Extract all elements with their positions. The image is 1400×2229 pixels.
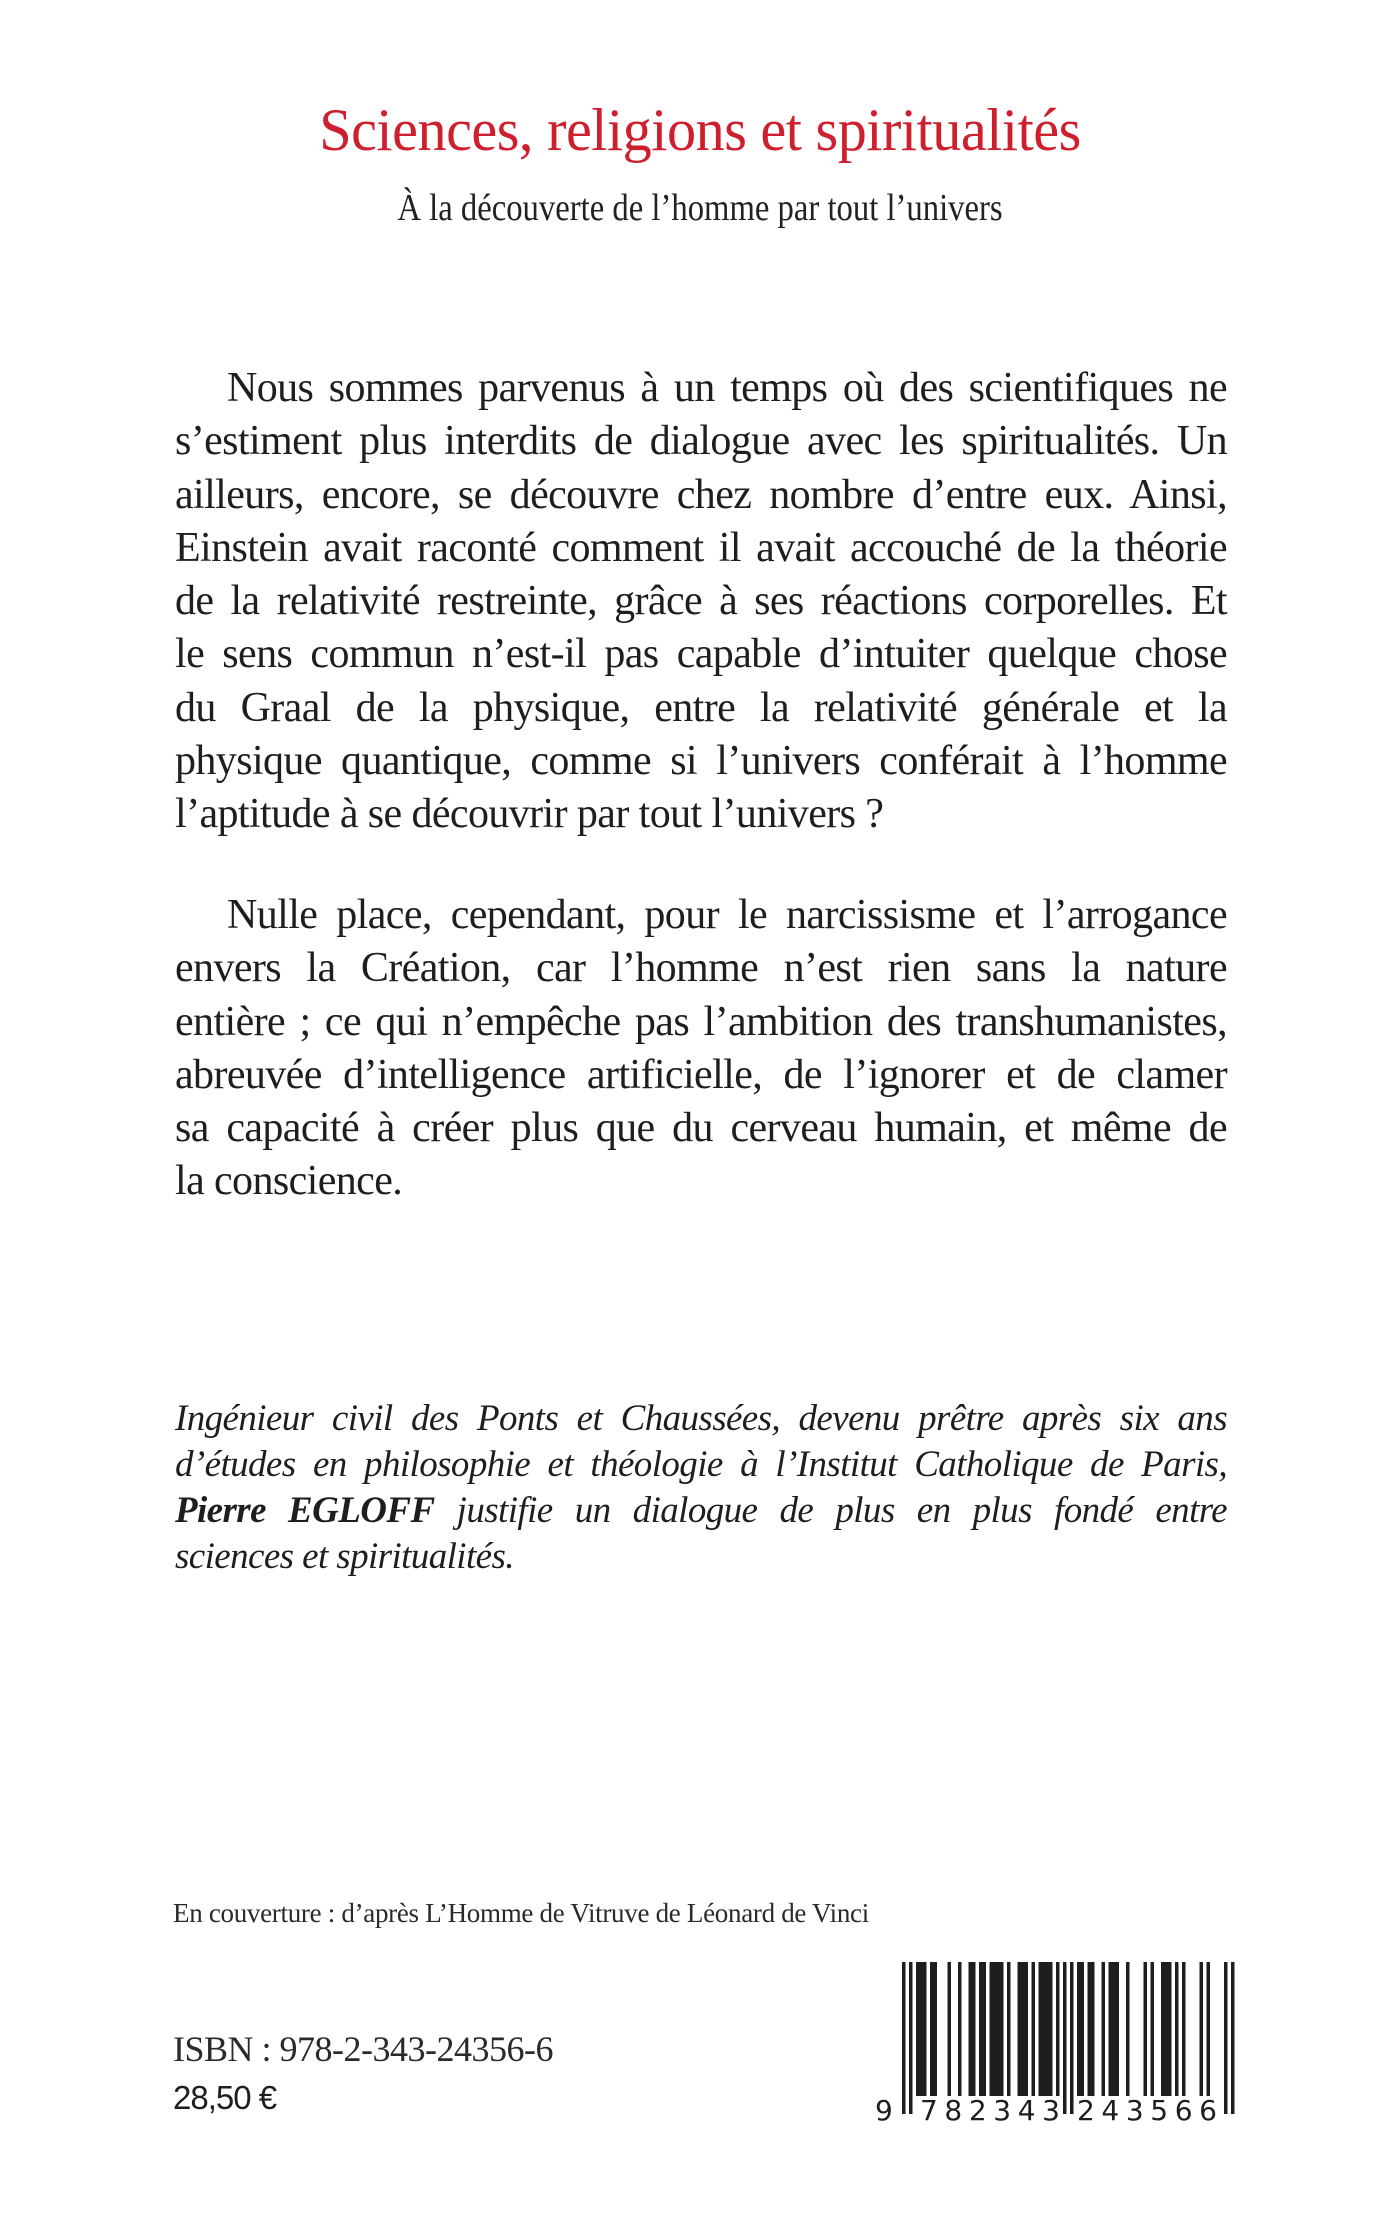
barcode-bar [1207,1962,1211,2096]
barcode-bar [1018,1962,1029,2096]
bio-line [175,1488,1227,1534]
blurb-line: Nous sommes parvenus à un temps où des scientifiques ne [227,365,1227,411]
barcode-bar [1144,1962,1148,2096]
barcode-bar [916,1962,927,2096]
barcode-bar [1126,1962,1130,2096]
barcode-left-digits: 782343 [920,2094,1060,2127]
barcode-bar [1007,1962,1011,2096]
blurb-line: s’estiment plus interdits de dialogue avec les spiritualités. Un [175,418,1227,465]
barcode-bar [969,1962,976,2096]
bio-line: sciences et spiritualités. [175,1536,514,1577]
author-bio [175,1396,1227,1580]
barcode-bar [1077,1962,1084,2096]
barcode-guard-bar [909,1962,913,2114]
blurb-line: entière ; ce qui n’empêche pas l’ambition des transhumanistes, [175,998,1227,1045]
barcode-lead-digit: 9 [875,2094,893,2127]
barcode-bar [1109,1962,1120,2096]
barcode-bar [948,1962,952,2096]
blurb-line: l’aptitude à se découvrir par tout l’univers ? [175,791,884,838]
bio-line-rest: justifie un dialogue de plus en plus fondé entre [434,1490,1227,1531]
author-name: Pierre EGLOFF [175,1490,435,1531]
book-title: Sciences, religions et spiritualités [319,97,1081,163]
barcode-bar [958,1962,962,2096]
barcode-right-digits: 243566 [1077,2094,1217,2127]
barcode [872,1958,1242,2128]
blurb-paragraph-1 [175,362,1227,842]
barcode-bar [930,1962,937,2096]
blurb-paragraph-2 [175,889,1227,1209]
barcode-bar [990,1962,1004,2096]
bio-line: Ingénieur civil des Ponts et Chaussées, devenu prêtre après six ans [175,1398,1227,1439]
barcode-guard-bar [1070,1962,1074,2114]
barcode-bar [1200,1962,1204,2096]
cover-credit: En couverture : d’après L’Homme de Vitruve de Léonard de Vinci [173,1898,869,1928]
blurb-line: du Graal de la physique, entre la relativité générale et la [175,684,1227,731]
blurb-line: ailleurs, encore, se découvre chez nombre d’entre eux. Ainsi, [175,471,1227,518]
barcode-bars [902,1962,1235,2114]
barcode-bar [1161,1962,1172,2096]
barcode-bar [1151,1962,1155,2096]
barcode-bar [1088,1962,1095,2096]
book-subtitle: À la découverte de l’homme par tout l’univers [397,187,1003,229]
blurb-line: la conscience. [175,1158,403,1205]
blurb-line: de la relativité restreinte, grâce à ses réactions corporelles. Et [175,578,1227,625]
price-text: 28,50 € [173,2079,277,2116]
barcode-guard-bar [1224,1962,1228,2114]
blurb-line: Einstein avait raconté comment il avait accouché de la théorie [175,524,1227,571]
barcode-bar [1032,1962,1036,2096]
barcode-guard-bar [1063,1962,1067,2114]
barcode-bar [1175,1962,1179,2096]
barcode-bar [979,1962,986,2096]
blurb-line: envers la Création, car l’homme n’est rien sans la nature [175,945,1227,992]
isbn-text: ISBN : 978-2-343-24356-6 [173,2029,553,2069]
blurb-line: le sens commun n’est-il pas capable d’intuiter quelque chose [175,631,1227,678]
blurb-line: sa capacité à créer plus que du cerveau humain, et même de [175,1105,1227,1152]
barcode-bar [1039,1962,1053,2096]
barcode-bar [1056,1962,1060,2096]
barcode-bar [1102,1962,1106,2096]
barcode-guard-bar [902,1962,906,2114]
bio-line: d’études en philosophie et théologie à l’Institut Catholique de Paris, [175,1444,1227,1485]
blurb-line: abreuvée d’intelligence artificielle, de l’ignorer et de clamer [175,1051,1227,1098]
barcode-bar [1182,1962,1186,2096]
blurb-line: physique quantique, comme si l’univers conférait à l’homme [175,738,1227,785]
blurb-line: Nulle place, cependant, pour le narcissisme et l’arrogance [227,892,1227,938]
barcode-guard-bar [1231,1962,1235,2114]
